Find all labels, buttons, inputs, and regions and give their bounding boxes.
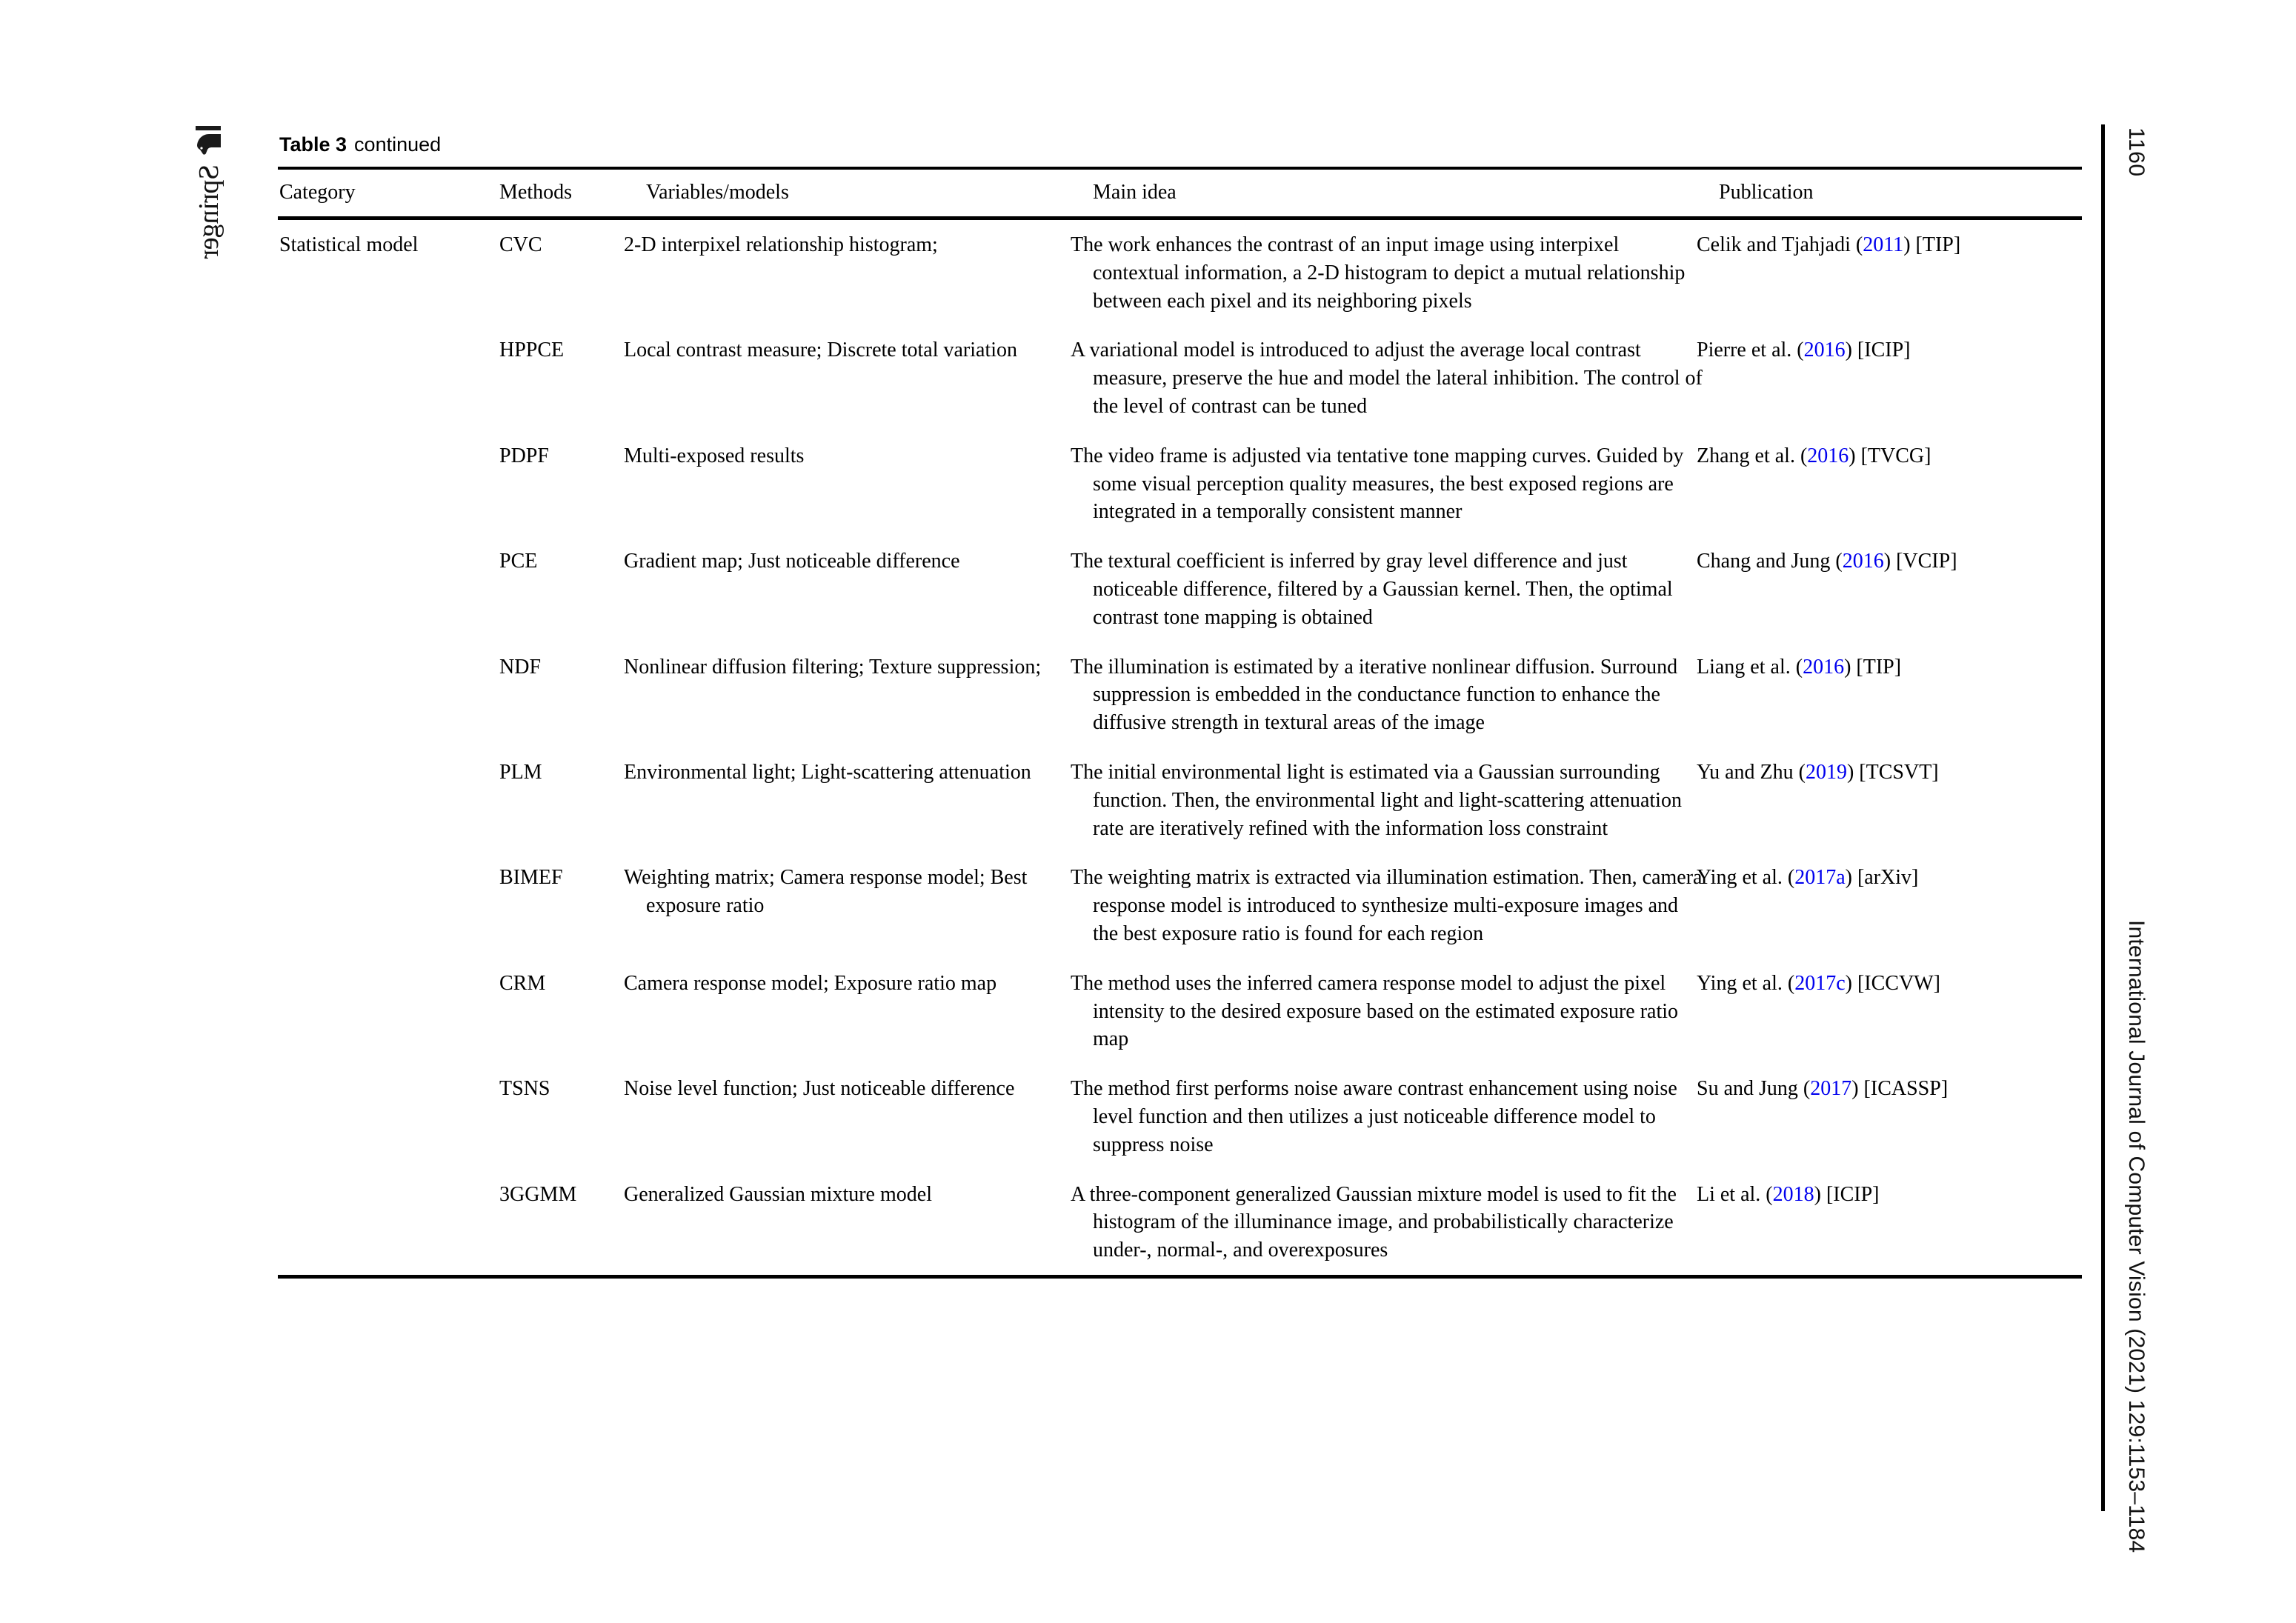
publication-year-link[interactable]: 2018: [1772, 1182, 1814, 1206]
cell-method: PCE: [499, 550, 538, 573]
springer-knight-icon: [193, 124, 225, 157]
cell-method: BIMEF: [499, 866, 563, 890]
publication-year-link[interactable]: 2011: [1863, 233, 1904, 257]
cell-category: [278, 747, 498, 853]
table-header-row: [278, 170, 2082, 216]
cell-main-idea: The textural coefficient is inferred by gray level difference and just noticeable difference, filtered by a Gaussian kernel. Then, the optimal contrast tone mapping is obtained: [1071, 550, 1673, 629]
cell-publication: [1697, 431, 2082, 536]
cell-publication: [1697, 325, 2082, 430]
cell-publication: [1697, 642, 2082, 747]
cell-category: [278, 959, 498, 1064]
cell-variables: Nonlinear diffusion filtering; Texture suppression;: [624, 655, 1042, 679]
publication-year-link[interactable]: 2019: [1805, 760, 1847, 784]
cell-publication: [1697, 959, 2082, 1064]
cell-main-idea: A three-component generalized Gaussian mixture model is used to fit the histogram of the illuminance image, and probabilistically characterize under-, normal-, and overexposures: [1071, 1182, 1677, 1262]
column-header-main-idea: Main idea: [1093, 181, 1177, 204]
cell-method: NDF: [499, 655, 542, 679]
table-block: [278, 133, 2082, 1279]
publication-venue: ) [arXiv]: [1845, 866, 1919, 890]
publication-venue: ) [TIP]: [1844, 655, 1902, 679]
margin-vertical-rule: [2101, 124, 2105, 1511]
publication-year-link[interactable]: 2016: [1803, 655, 1845, 679]
cell-publication: [1697, 220, 2082, 325]
table-row: [278, 642, 2082, 747]
cell-category: [278, 1170, 498, 1275]
cell-variables: Environmental light; Light-scattering attenuation: [624, 760, 1031, 784]
cell-variables: Noise level function; Just noticeable difference: [624, 1077, 1015, 1101]
journal-reference: International Journal of Computer Vision (2021) 129:1153–1184: [2124, 920, 2149, 1553]
page-number: 1160: [2124, 127, 2149, 177]
methods-table: [278, 170, 2082, 216]
table-row: [278, 853, 2082, 958]
cell-variables: Camera response model; Exposure ratio map: [624, 971, 997, 995]
cell-variables: Weighting matrix; Camera response model; Best exposure ratio: [624, 866, 1028, 918]
publication-author: Li et al. (: [1697, 1182, 1773, 1206]
table-row: [278, 536, 2082, 641]
publication-venue: ) [ICASSP]: [1851, 1077, 1949, 1101]
table-caption-text: continued: [354, 133, 442, 156]
cell-main-idea: The illumination is estimated by a iterative nonlinear diffusion. Surround suppression is embedded in the conductance function to enhance the diffusive strength in textural areas of the image: [1071, 655, 1678, 735]
cell-main-idea: The method uses the inferred camera response model to adjust the pixel intensity to the desired exposure based on the estimated exposure ratio map: [1071, 971, 1679, 1051]
publication-author: Ying et al. (: [1697, 866, 1795, 890]
cell-method: CRM: [499, 971, 546, 995]
cell-category: [278, 431, 498, 536]
cell-variables: Gradient map; Just noticeable difference: [624, 550, 960, 573]
cell-main-idea: The video frame is adjusted via tentative tone mapping curves. Guided by some visual perception quality measures, the best exposed regions are integrated in a temporally consistent manner: [1071, 444, 1684, 524]
publication-venue: ) [TVCG]: [1849, 444, 1931, 467]
publication-author: Liang et al. (: [1697, 655, 1803, 679]
table-caption-label: Table 3: [279, 133, 347, 156]
table-row: [278, 747, 2082, 853]
cell-method: CVC: [499, 233, 542, 257]
cell-category: Statistical model: [279, 233, 419, 257]
springer-wordmark: Springer: [193, 164, 224, 259]
cell-method: HPPCE: [499, 339, 565, 362]
cell-category: [278, 325, 498, 430]
table-row: [278, 959, 2082, 1064]
cell-category: [278, 1064, 498, 1169]
publication-year-link[interactable]: 2016: [1807, 444, 1849, 467]
table-row: [278, 1170, 2082, 1275]
cell-category: [278, 853, 498, 958]
springer-logo: [172, 124, 246, 317]
column-header-publication: Publication: [1719, 181, 1814, 204]
table-row: [278, 431, 2082, 536]
cell-method: TSNS: [499, 1077, 550, 1101]
publication-venue: ) [ICIP]: [1814, 1182, 1880, 1206]
publication-year-link[interactable]: 2017a: [1794, 866, 1846, 890]
cell-variables: Generalized Gaussian mixture model: [624, 1182, 932, 1206]
table-bottom-rule: [278, 1275, 2082, 1279]
cell-publication: [1697, 536, 2082, 641]
publication-author: Zhang et al. (: [1697, 444, 1808, 467]
cell-category: [278, 536, 498, 641]
cell-category: [278, 642, 498, 747]
column-header-methods: Methods: [499, 181, 572, 204]
cell-publication: [1697, 1170, 2082, 1275]
publication-author: Su and Jung (: [1697, 1077, 1811, 1101]
publication-author: Ying et al. (: [1697, 971, 1795, 995]
publication-year-link[interactable]: 2017: [1810, 1077, 1852, 1101]
cell-variables: Local contrast measure; Discrete total variation: [624, 339, 1018, 362]
column-header-category: Category: [279, 181, 356, 204]
methods-table-body: [278, 220, 2082, 1275]
publication-author: Pierre et al. (: [1697, 339, 1804, 362]
publication-venue: ) [ICCVW]: [1845, 971, 1940, 995]
table-row: [278, 1064, 2082, 1169]
cell-variables: 2-D interpixel relationship histogram;: [624, 233, 938, 257]
column-header-variables: Variables/models: [646, 181, 789, 204]
publication-venue: ) [TCSVT]: [1846, 760, 1939, 784]
cell-method: 3GGMM: [499, 1182, 577, 1206]
publication-venue: ) [ICIP]: [1845, 339, 1911, 362]
publication-year-link[interactable]: 2016: [1803, 339, 1846, 362]
table-row: [278, 325, 2082, 430]
publication-author: Chang and Jung (: [1697, 550, 1843, 573]
publication-year-link[interactable]: 2017c: [1794, 971, 1846, 995]
table-row: [278, 220, 2082, 325]
cell-variables: Multi-exposed results: [624, 444, 805, 467]
cell-publication: [1697, 747, 2082, 853]
cell-main-idea: The initial environmental light is estimated via a Gaussian surrounding function. Then, the environmental light and light-scattering attenuation rate are iteratively refined with the information loss constraint: [1071, 760, 1682, 840]
publication-author: Celik and Tjahjadi (: [1697, 233, 1863, 257]
cell-publication: [1697, 853, 2082, 958]
publication-year-link[interactable]: 2016: [1842, 550, 1884, 573]
cell-main-idea: The work enhances the contrast of an input image using interpixel contextual information, a 2-D histogram to depict a mutual relationship between each pixel and its neighboring pixels: [1071, 233, 1686, 313]
publication-venue: ) [TIP]: [1903, 233, 1961, 257]
cell-publication: [1697, 1064, 2082, 1169]
table-caption: [278, 133, 2082, 156]
cell-main-idea: A variational model is introduced to adjust the average local contrast measure, preserve the hue and model the lateral inhibition. The control of the level of contrast can be tuned: [1071, 339, 1703, 419]
cell-method: PDPF: [499, 444, 549, 467]
cell-main-idea: The method first performs noise aware contrast enhancement using noise level function and then utilizes a just noticeable difference model to suppress noise: [1071, 1077, 1677, 1156]
publication-venue: ) [VCIP]: [1883, 550, 1957, 573]
publication-author: Yu and Zhu (: [1697, 760, 1806, 784]
cell-main-idea: The weighting matrix is extracted via illumination estimation. Then, camera response model is introduced to synthesize multi-exposure images and the best exposure ratio is found for each region: [1071, 866, 1703, 945]
cell-method: PLM: [499, 760, 542, 784]
